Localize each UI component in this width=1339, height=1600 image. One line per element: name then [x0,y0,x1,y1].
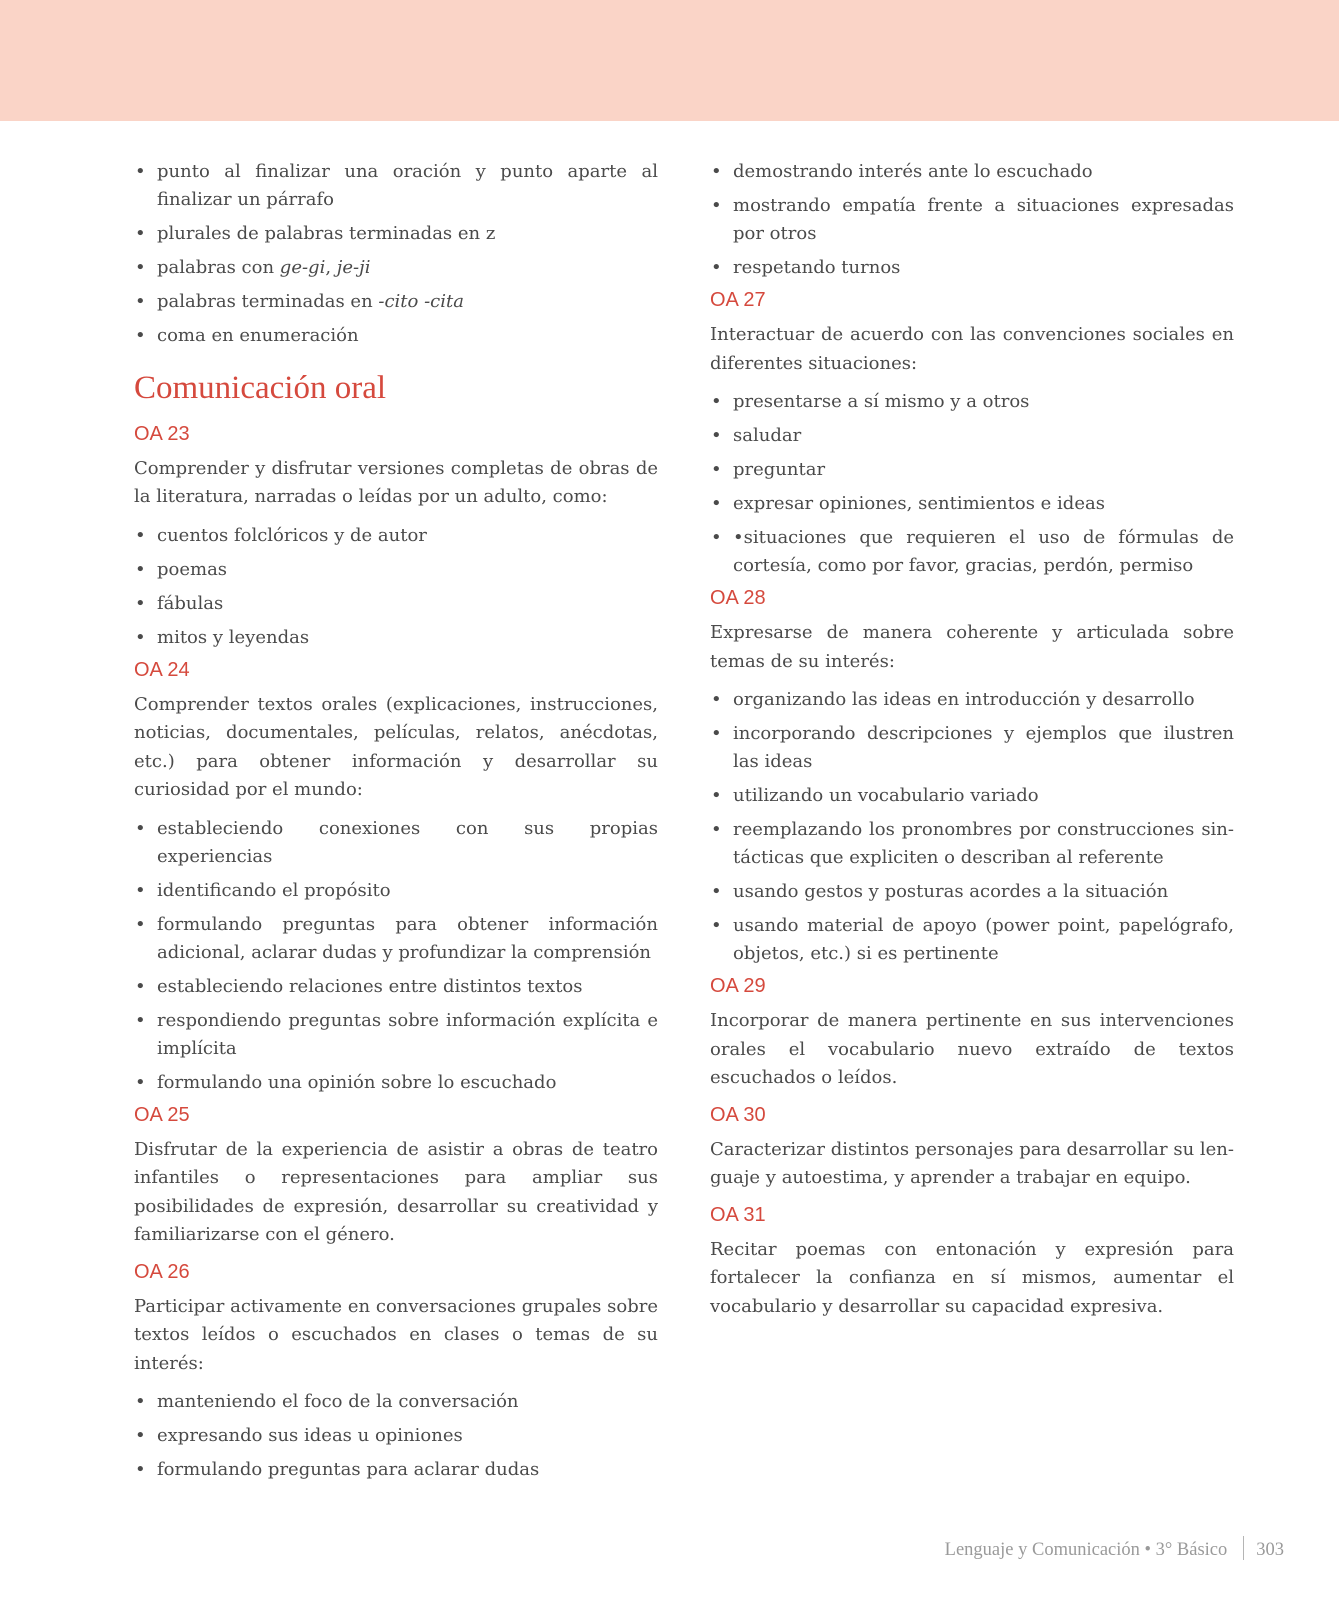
oa-27-text: Interactuar de acuerdo con las convenciones sociales en diferentes situaciones: [710,324,1234,374]
page-number: 303 [1256,1540,1284,1560]
oa-29-heading: OA 29 [710,975,766,997]
list-item: • expresar opiniones, sentimientos e ideas [710,490,1234,518]
oa-27-list [710,388,1234,580]
list-item: • identificando el propósito [134,877,658,905]
list-item-text: palabras con [157,257,280,278]
list-item: • respondiendo preguntas sobre información explícita e implícita [134,1007,658,1063]
oa-26-heading: OA 26 [134,1260,190,1283]
italic-term: je-ji [336,257,371,278]
list-item: • coma en enumeración [134,322,658,350]
list-item: • expresando sus ideas u opiniones [134,1422,658,1450]
list-item: • mitos y leyendas [134,624,658,652]
list-item: • saludar [710,422,1234,450]
oa-23-heading: OA 23 [134,422,190,445]
list-item: • usando gestos y posturas acordes a la situación [710,878,1234,906]
oa-27-heading: OA 27 [710,289,766,311]
oa-23-text: Comprender y disfrutar versiones completas de obras de la literatura, narradas o leídas por un adulto, como: [134,457,658,508]
list-item: • mostrando empatía frente a situaciones expresadas por otros [710,192,1234,248]
footer-divider [1243,1536,1244,1560]
list-item: • formulando preguntas para aclarar dudas [134,1456,658,1484]
oa-26-list [134,1388,658,1484]
right-column [710,158,1234,1331]
italic-term: ge-gi [279,257,326,278]
list-item: • organizando las ideas en introducción y desarrollo [710,686,1234,714]
list-item: • formulando preguntas para obtener información adicional, aclarar dudas y profundizar la comprensión [134,911,658,967]
oa-28-text: Expresarse de manera coherente y articulada sobre temas de su interés: [710,622,1234,672]
list-item-separator: , [325,257,337,278]
list-item: • fábulas [134,590,658,618]
list-item: • respetando turnos [710,254,1234,282]
intro-bullet-list [134,158,658,350]
list-item: • utilizando un vocabulario variado [710,782,1234,810]
list-item: • plurales de palabras terminadas en z [134,220,658,248]
italic-term: -cito -cita [378,291,464,312]
list-item: • cuentos folclóricos y de autor [134,522,658,550]
list-item: • demostrando interés ante lo escuchado [710,158,1234,186]
list-item: • punto al finalizar una oración y punto aparte al finalizar un párrafo [134,158,658,214]
oa-30-text: Caracterizar distintos personajes para desarrollar su lenguaje y autoestima, y aprender a trabajar en equipo. [710,1138,1234,1188]
oa-25-text: Disfrutar de la experiencia de asistir a obras de teatro infantiles o representaciones para ampliar sus posibilidades de expresión, desarrollar su creatividad y familiarizarse con el género. [134,1138,658,1246]
oa-25-heading: OA 25 [134,1103,190,1126]
oa-24-heading: OA 24 [134,658,190,681]
oa-29-text: Incorporar de manera pertinente en sus intervenciones orales el vocabulario nuevo extraído de textos escuchados o leídos. [710,1010,1234,1088]
list-item: • manteniendo el foco de la conversación [134,1388,658,1416]
list-item [134,254,658,282]
section-title: Comunicación oral [134,370,387,406]
oa-23-list [134,522,658,652]
oa-31-heading: OA 31 [710,1203,766,1226]
oa-28-list [710,686,1234,968]
oa-31-text: Recitar poemas con entonación y expresión para fortalecer la confianza en sí mismos, aumentar el vocabulario y desarrollar su capacidad expresiva. [710,1238,1234,1317]
page-footer [945,1536,1284,1561]
list-item: • reemplazando los pronombres por construcciones sintácticas que expliciten o describan al referente [710,816,1234,872]
oa-30-heading: OA 30 [710,1103,766,1126]
list-item: • usando material de apoyo (power point, papelógrafo, objetos, etc.) si es pertinente [710,912,1234,968]
oa-28-heading: OA 28 [710,587,766,609]
oa-24-list [134,815,658,1097]
list-item: • •situaciones que requieren el uso de fórmulas de cortesía, como por favor, gracias, perdón, permiso [710,524,1234,580]
list-item: • incorporando descripciones y ejemplos que ilustren las ideas [710,720,1234,776]
list-item [134,288,658,316]
list-item: • preguntar [710,456,1234,484]
list-item: • poemas [134,556,658,584]
list-item: • estableciendo conexiones con sus propias experiencias [134,815,658,871]
footer-subject: Lenguaje y Comunicación • 3° Básico [944,1540,1228,1560]
oa-24-text: Comprender textos orales (explicaciones, instrucciones, noticias, documentales, películas, relatos, anécdotas, etc.) para obtener información y desarrollar su curiosidad por el mundo: [134,693,658,801]
list-item: • estableciendo relaciones entre distintos textos [134,973,658,1001]
oa-26-continued-list [710,158,1234,282]
list-item-text: palabras terminadas en [157,291,379,312]
list-item: • presentarse a sí mismo y a otros [710,388,1234,416]
left-column [134,158,658,1490]
header-band [0,0,1339,121]
list-item: • formulando una opinión sobre lo escuchado [134,1069,658,1097]
oa-26-text: Participar activamente en conversaciones grupales sobre textos leídos o escuchados en clases o temas de su interés: [134,1295,658,1374]
